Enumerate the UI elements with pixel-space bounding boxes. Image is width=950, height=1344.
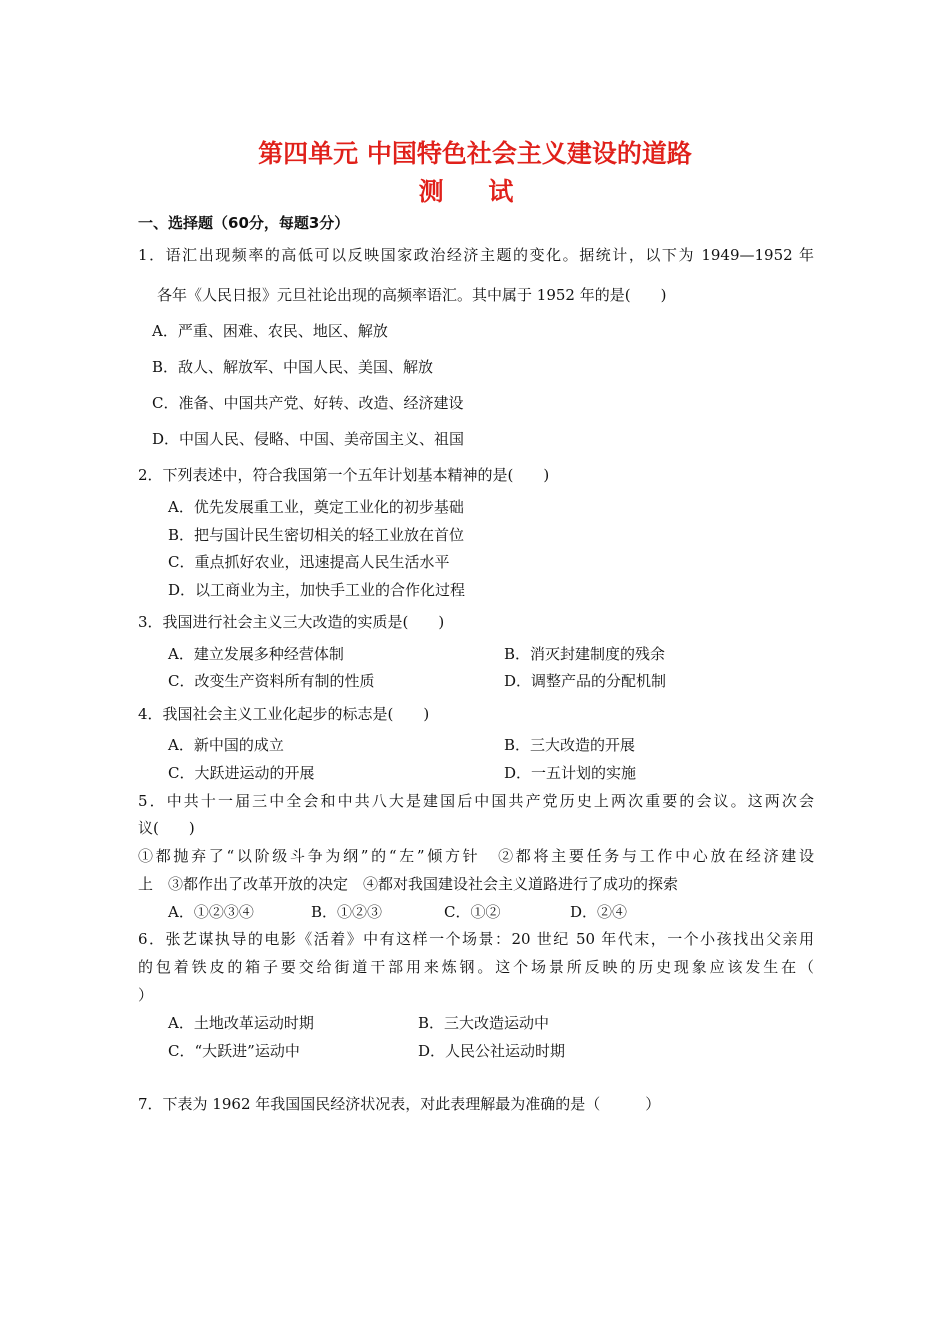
q5-statements-line1: ①都抛弃了“以阶级斗争为纲”的“左”倾方针 ②都将主要任务与工作中心放在经济建设 [138,847,814,865]
q1-option-b: B．敌人、解放军、中国人民、美国、解放 [152,358,434,376]
q2-option-c: C．重点抓好农业，迅速提高人民生活水平 [168,553,450,571]
q5-option-c: C．①② [444,903,501,921]
q4-option-d: D．一五计划的实施 [504,764,637,782]
q5-statements-line2: 上 ③都作出了改革开放的决定 ④都对我国建设社会主义道路进行了成功的探索 [138,875,679,893]
q5-option-a: A．①②③④ [168,903,254,921]
q6-option-a: A．土地改革运动时期 [168,1014,314,1032]
q5-stem-line2: 议( ) [138,819,195,837]
page-title: 第四单元 中国特色社会主义建设的道路 [258,139,692,168]
q5-option-b: B．①②③ [311,903,383,921]
q3-option-c: C．改变生产资料所有制的性质 [168,672,375,690]
q6-stem-line3: ） [138,986,154,1004]
q2-stem: 2．下列表述中，符合我国第一个五年计划基本精神的是( ) [138,466,550,484]
q1-option-a: A．严重、困难、农民、地区、解放 [152,322,388,340]
q6-stem-line2: 的包着铁皮的箱子要交给街道干部用来炼钢。这个场景所反映的历史现象应该发生在（ [138,958,814,976]
q1-option-d: D．中国人民、侵略、中国、美帝国主义、祖国 [152,430,465,448]
q4-stem: 4．我国社会主义工业化起步的标志是( ) [138,705,430,723]
q1-stem-line1: 1．语汇出现频率的高低可以反映国家政治经济主题的变化。据统计，以下为 1949—1952 年 [138,246,814,264]
q2-option-d: D．以工商业为主，加快手工业的合作化过程 [168,581,466,599]
q1-stem-line2: 各年《人民日报》元旦社论出现的高频率语汇。其中属于 1952 年的是( ) [157,286,667,304]
q3-option-a: A．建立发展多种经营体制 [168,645,344,663]
q4-option-a: A．新中国的成立 [168,736,284,754]
section-heading: 一、选择题（60分，每题3分） [138,214,350,232]
q5-stem-line1: 5．中共十一届三中全会和中共八大是建国后中国共产党历史上两次重要的会议。这两次会 [138,792,814,810]
q2-option-a: A．优先发展重工业，奠定工业化的初步基础 [168,498,464,516]
q6-option-c: C．“大跃进”运动中 [168,1042,300,1060]
q6-option-d: D．人民公社运动时期 [418,1042,566,1060]
q1-option-c: C．准备、中国共产党、好转、改造、经济建设 [152,394,464,412]
q2-option-b: B．把与国计民生密切相关的轻工业放在首位 [168,526,465,544]
q7-stem: 7．下表为 1962 年我国国民经济状况表，对此表理解最为准确的是（ ） [138,1095,661,1113]
q6-option-b: B．三大改造运动中 [418,1014,550,1032]
q5-option-d: D．②④ [570,903,628,921]
q4-option-b: B．三大改造的开展 [504,736,636,754]
q3-option-b: B．消灭封建制度的残余 [504,645,666,663]
q3-stem: 3．我国进行社会主义三大改造的实质是( ) [138,613,445,631]
q4-option-c: C．大跃进运动的开展 [168,764,315,782]
page-subtitle: 测 试 [418,177,532,206]
q6-stem-line1: 6．张艺谋执导的电影《活着》中有这样一个场景：20 世纪 50 年代末，一个小孩找出父亲用 [138,930,814,948]
q3-option-d: D．调整产品的分配机制 [504,672,667,690]
